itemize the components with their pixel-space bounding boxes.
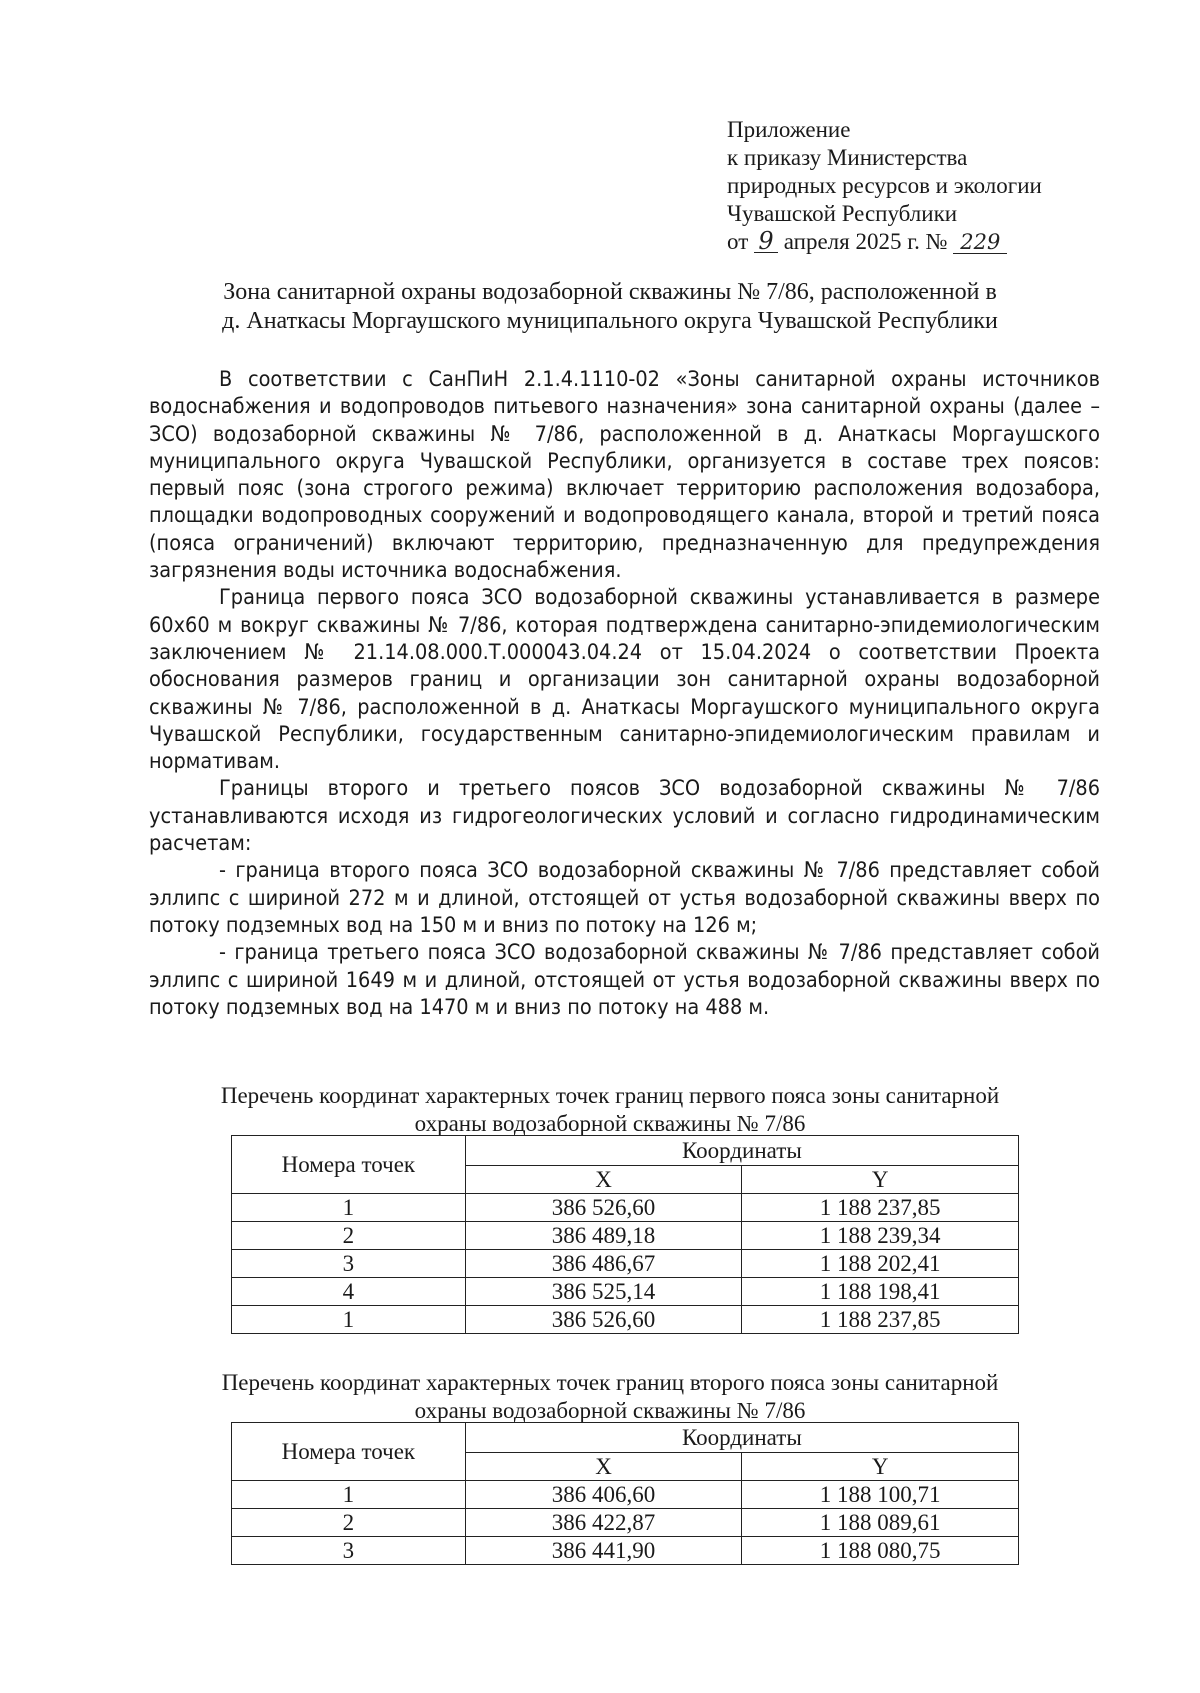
coord-y: 1 188 100,71	[742, 1481, 1019, 1509]
table-row	[232, 1306, 1019, 1334]
coord-y: 1 188 089,61	[742, 1509, 1019, 1537]
point-number: 4	[232, 1278, 466, 1306]
date-prefix: от	[727, 229, 749, 254]
paragraph-3: Границы второго и третьего поясов ЗСО водозаборной скважины № 7/86 устанавливаются исходя из гидрогеологических условий и согласно гидродинамическим расчетам:	[149, 776, 1100, 857]
table2-header-points: Номера точек	[232, 1423, 466, 1481]
paragraph-5: - граница третьего пояса ЗСО водозаборной скважины № 7/86 представляет собой эллипс с шириной 1649 м и длиной, отстоящей от устья водозаборной скважины вверх по потоку подземных вод на 1470 м и вниз по потоку на 488 м.	[149, 940, 1100, 1020]
appendix-line-1: Приложение	[727, 117, 851, 142]
coord-x: 386 422,87	[465, 1509, 742, 1537]
handwritten-day: 9	[754, 230, 778, 253]
coord-x: 386 526,60	[465, 1194, 742, 1222]
coord-y: 1 188 202,41	[742, 1250, 1019, 1278]
table1-caption-line-2: охраны водозаборной скважины № 7/86	[414, 1111, 806, 1136]
table1-coordinates	[231, 1135, 1019, 1334]
table-row	[232, 1222, 1019, 1250]
document-body	[149, 366, 1100, 1021]
coord-x: 386 486,67	[465, 1250, 742, 1278]
point-number: 1	[232, 1481, 466, 1509]
table2-header-x: X	[465, 1453, 742, 1481]
paragraph-1: В соответствии с СанПиН 2.1.4.1110-02 «Зоны санитарной охраны источников водоснабжения и водопроводов питьевого назначения» зона санитарной охраны (далее – ЗСО) водозаборной скважины № 7/86, расположенной в д. Анаткасы Моргаушского муниципального округа Чувашской Республики, организуется в составе трех поясов: первый пояс (зона строгого режима) включает территорию расположения водозабора, площадки водопроводных сооружений и водопроводящего канала, второй и третий пояса (пояса ограничений) включают территорию, предназначенную для предупреждения загрязнения воды источника водоснабжения.	[149, 367, 1100, 584]
table2-header-y: Y	[742, 1453, 1019, 1481]
table-row	[232, 1194, 1019, 1222]
point-number: 2	[232, 1509, 466, 1537]
point-number: 3	[232, 1250, 466, 1278]
table-row	[232, 1481, 1019, 1509]
coord-y: 1 188 237,85	[742, 1194, 1019, 1222]
coord-y: 1 188 080,75	[742, 1537, 1019, 1565]
appendix-header	[727, 116, 1042, 256]
point-number: 3	[232, 1537, 466, 1565]
appendix-date-line	[727, 228, 1042, 256]
title-line-1: Зона санитарной охраны водозаборной скважины № 7/86, расположенной в	[223, 279, 997, 305]
document-title	[150, 278, 1070, 336]
paragraph-2: Граница первого пояса ЗСО водозаборной скважины устанавливается в размере 60х60 м вокруг скважины № 7/86, которая подтверждена санитарно-эпидемиологическим заключением № 21.14.08.000.Т.000043.04.24 от 15.04.2024 о соответствии Проекта обоснования размеров границ и организации зон санитарной охраны водозаборной скважины № 7/86, расположенной в д. Анаткасы Моргаушского муниципального округа Чувашской Республики, государственным санитарно-эпидемиологическим правилам и нормативам.	[149, 585, 1100, 775]
table1-header-coords: Координаты	[465, 1136, 1018, 1166]
appendix-line-4: Чувашской Республики	[727, 201, 958, 226]
table-row	[232, 1250, 1019, 1278]
table-row	[232, 1537, 1019, 1565]
table1-header-y: Y	[742, 1166, 1019, 1194]
paragraph-4: - граница второго пояса ЗСО водозаборной скважины № 7/86 представляет собой эллипс с шириной 272 м и длиной, отстоящей от устья водозаборной скважины вверх по потоку подземных вод на 150 м и вниз по потоку на 126 м;	[149, 858, 1100, 938]
handwritten-order-number: 229	[953, 231, 1007, 254]
table2-caption-line-2: охраны водозаборной скважины № 7/86	[414, 1398, 806, 1423]
coord-x: 386 441,90	[465, 1537, 742, 1565]
table-row	[232, 1509, 1019, 1537]
appendix-line-2: к приказу Министерства	[727, 145, 968, 170]
date-middle: апреля 2025 г. №	[783, 229, 948, 254]
point-number: 1	[232, 1194, 466, 1222]
table2-caption-line-1: Перечень координат характерных точек границ второго пояса зоны санитарной	[221, 1370, 999, 1395]
coord-x: 386 406,60	[465, 1481, 742, 1509]
appendix-line-3: природных ресурсов и экологии	[727, 173, 1042, 198]
coord-y: 1 188 198,41	[742, 1278, 1019, 1306]
title-line-2: д. Анаткасы Моргаушского муниципального округа Чувашской Республики	[222, 308, 998, 334]
table1-caption-line-1: Перечень координат характерных точек границ первого пояса зоны санитарной	[220, 1083, 1000, 1108]
coord-y: 1 188 237,85	[742, 1306, 1019, 1334]
coord-x: 386 526,60	[465, 1306, 742, 1334]
coord-x: 386 489,18	[465, 1222, 742, 1250]
table1-header-x: X	[465, 1166, 742, 1194]
table2-caption	[150, 1369, 1070, 1425]
table2-header-coords: Координаты	[465, 1423, 1018, 1453]
table-row	[232, 1278, 1019, 1306]
table1-caption	[150, 1082, 1070, 1138]
point-number: 1	[232, 1306, 466, 1334]
coord-x: 386 525,14	[465, 1278, 742, 1306]
coord-y: 1 188 239,34	[742, 1222, 1019, 1250]
table2-coordinates	[231, 1422, 1019, 1565]
point-number: 2	[232, 1222, 466, 1250]
table1-header-points: Номера точек	[232, 1136, 466, 1194]
